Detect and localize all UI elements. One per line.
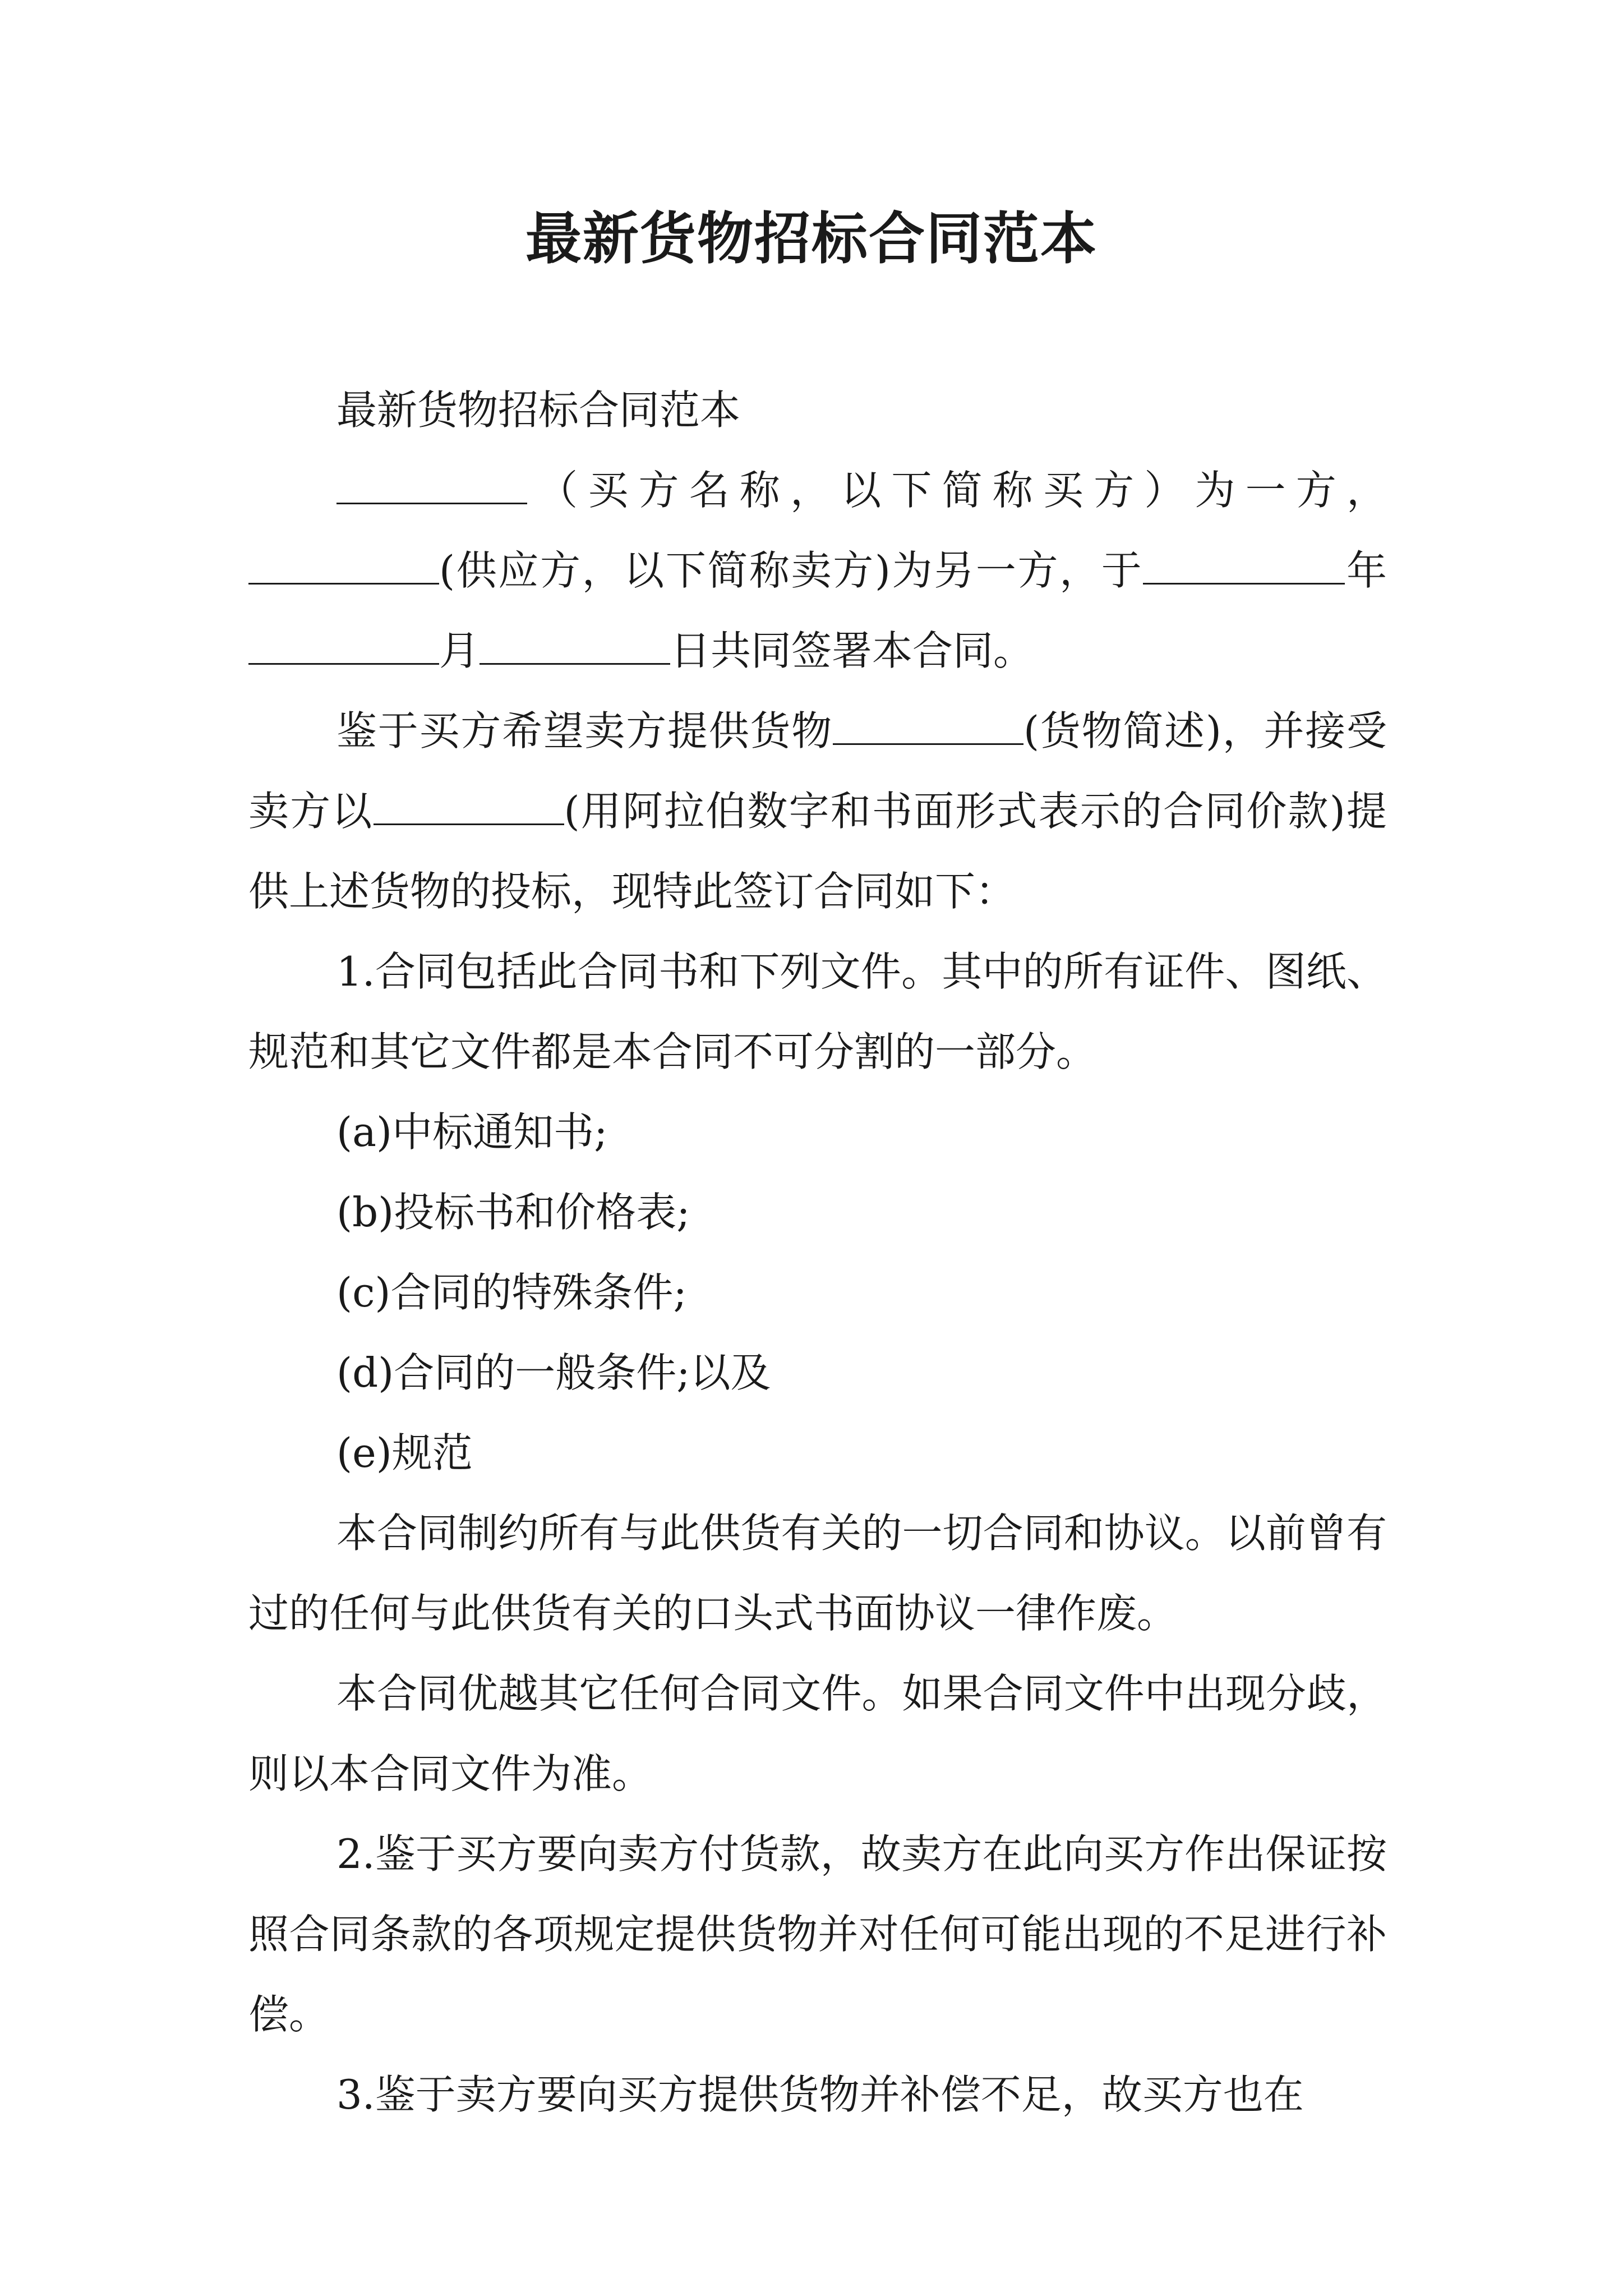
whereas-text-3: (用阿拉伯数字和书面形式表示的合同价款)提供上述货物的投标，现特此签订合同如下： bbox=[248, 788, 1387, 915]
day-blank bbox=[479, 632, 670, 665]
document-body bbox=[248, 370, 1387, 2135]
parties-paragraph bbox=[248, 450, 1387, 691]
document-title: 最新货物招标合同范本 bbox=[525, 205, 1098, 272]
clause-3: 3.鉴于卖方要向买方提供货物并补偿不足，故买方也在 bbox=[336, 2071, 1304, 2118]
list-item-c: (c)合同的特殊条件; bbox=[336, 1269, 687, 1316]
list-item-a: (a)中标通知书; bbox=[336, 1108, 608, 1156]
supersede-paragraph: 本合同制约所有与此供货有关的一切合同和协议。以前曾有过的任何与此供货有关的口头式书面协议一律作废。 bbox=[248, 1510, 1387, 1637]
whereas-paragraph bbox=[248, 691, 1387, 932]
parties-text-month: 月 bbox=[439, 627, 480, 674]
goods-description-blank bbox=[833, 712, 1023, 745]
priority-paragraph: 本合同优越其它任何合同文件。如果合同文件中出现分歧，则以本合同文件为准。 bbox=[248, 1670, 1387, 1797]
document-subtitle: 最新货物招标合同范本 bbox=[336, 386, 741, 434]
parties-text-3: 日共同签署本合同。 bbox=[670, 627, 1034, 674]
list-item-b: (b)投标书和价格表; bbox=[336, 1189, 690, 1236]
buyer-name-blank bbox=[336, 471, 527, 504]
clause-2: 2.鉴于买方要向卖方付货款，故卖方在此向买方作出保证按照合同条款的各项规定提供货物并对任何可能出现的不足进行补偿。 bbox=[248, 1830, 1387, 2038]
whereas-text-2: (货物简述)，并接受卖方以 bbox=[248, 707, 1387, 835]
seller-name-blank bbox=[248, 551, 439, 585]
parties-text-1: （买方名称，以下简称买方）为一方， bbox=[527, 467, 1387, 514]
year-blank bbox=[1143, 551, 1345, 585]
parties-text-year: 年 bbox=[1345, 547, 1387, 594]
parties-text-2: (供应方，以下简称卖方)为另一方，于 bbox=[439, 547, 1144, 594]
list-item-d: (d)合同的一般条件;以及 bbox=[336, 1349, 771, 1396]
month-blank bbox=[248, 632, 439, 665]
clause-1: 1.合同包括此合同书和下列文件。其中的所有证件、图纸、规范和其它文件都是本合同不可分割的一部分。 bbox=[248, 948, 1387, 1075]
contract-price-blank bbox=[374, 792, 564, 825]
list-item-e: (e)规范 bbox=[336, 1429, 473, 1476]
whereas-text-1: 鉴于买方希望卖方提供货物 bbox=[336, 707, 833, 754]
